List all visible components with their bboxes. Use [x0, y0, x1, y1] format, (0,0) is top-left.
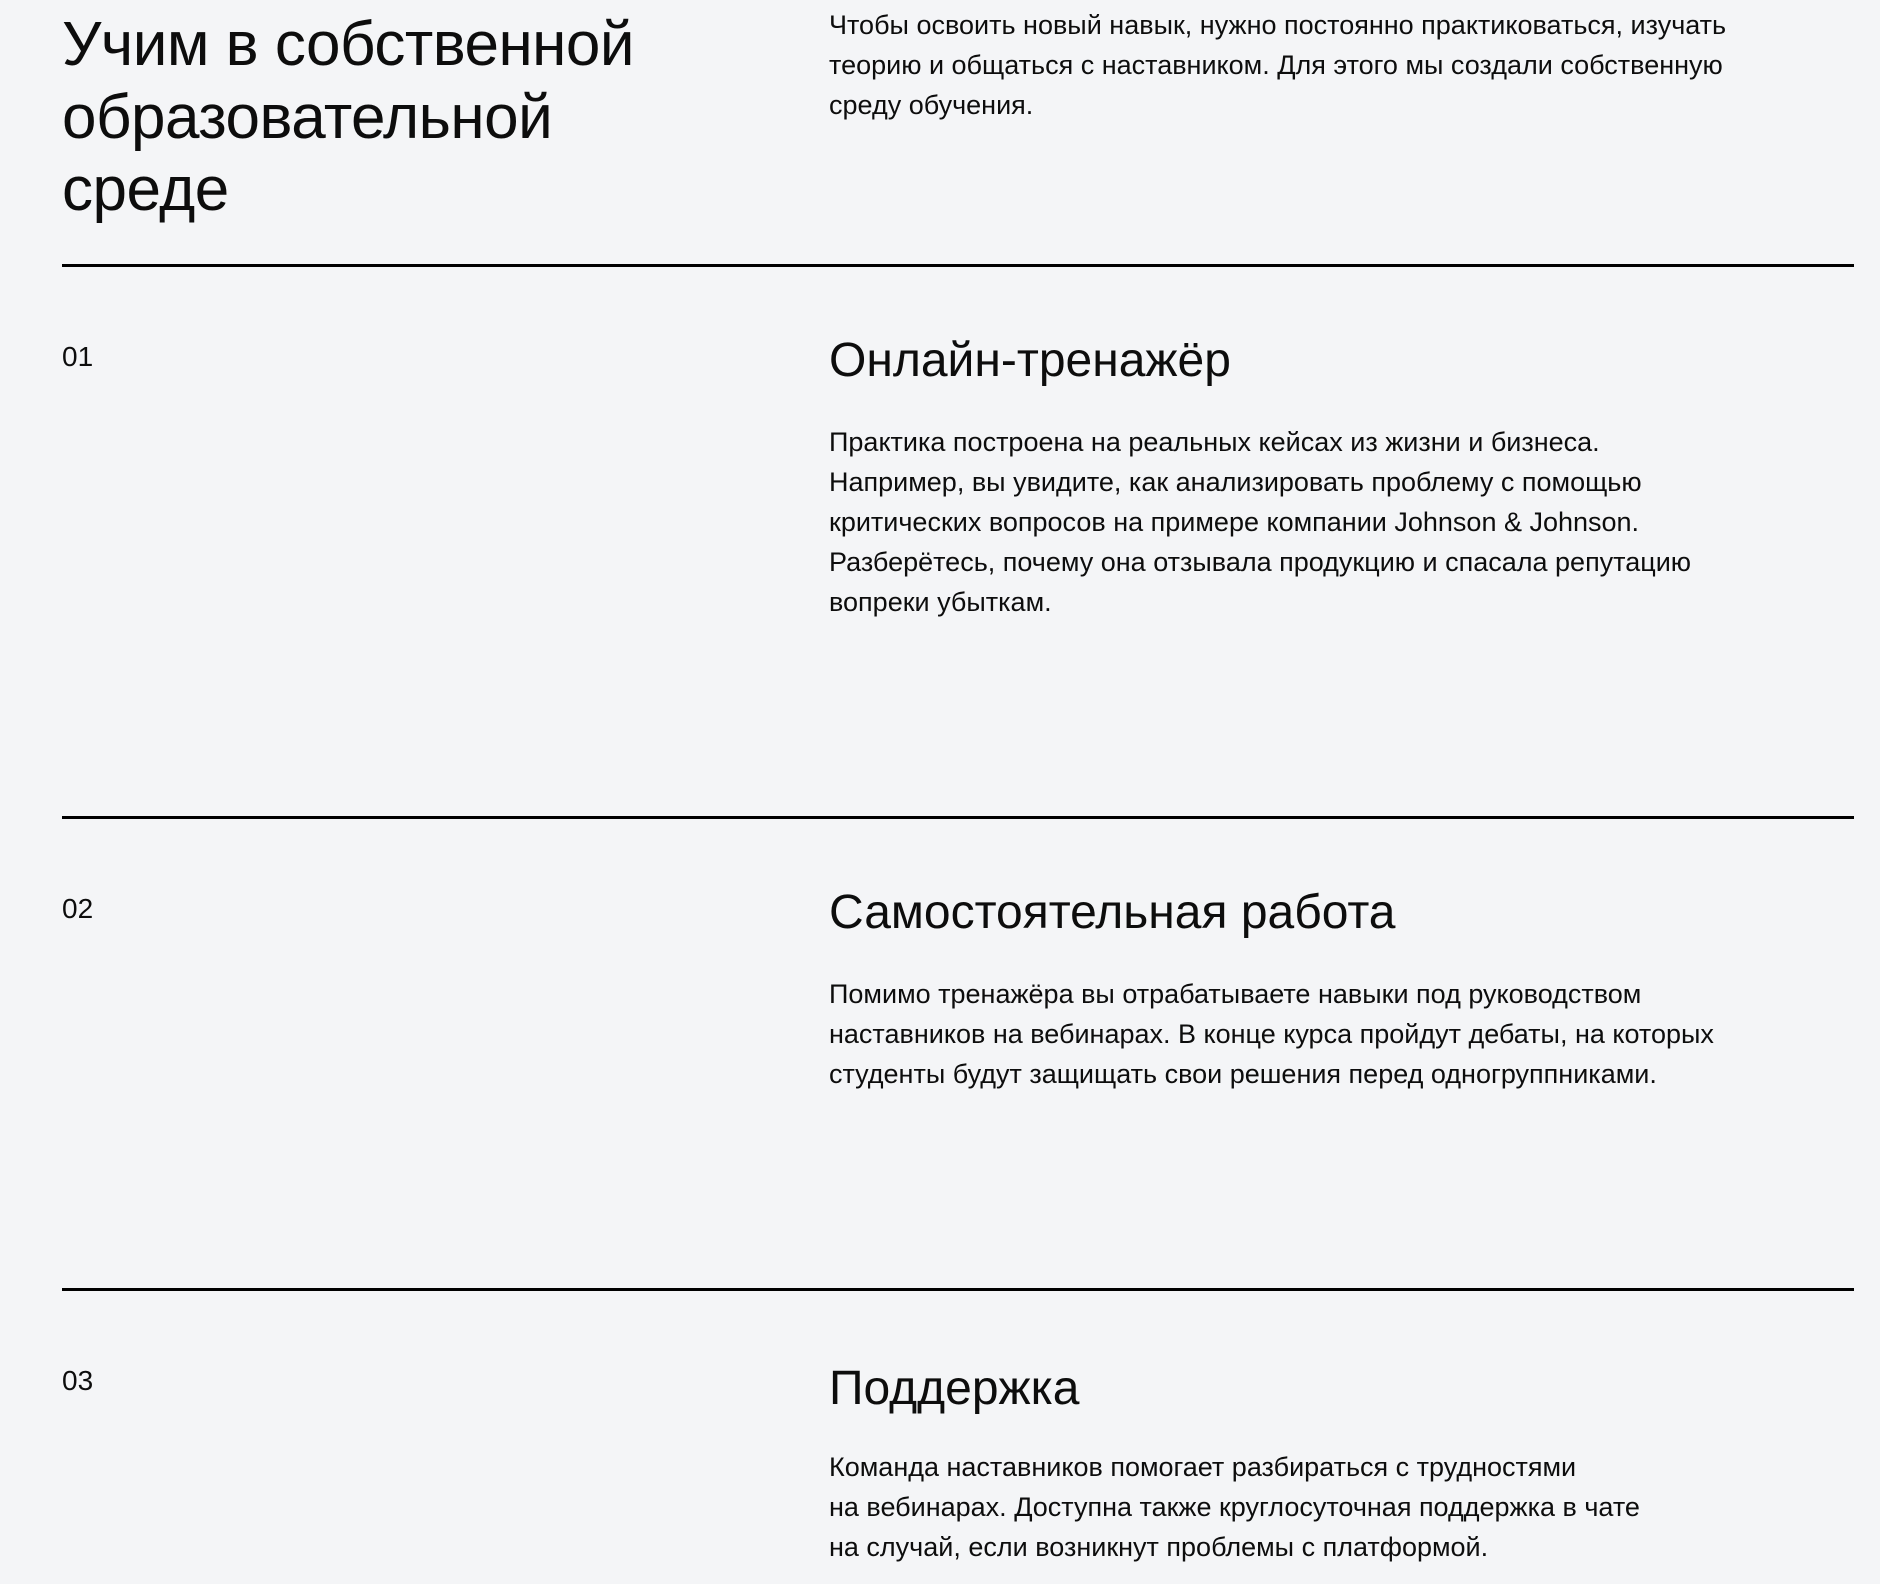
description-line: на вебинарах. Доступна также круглосуточная поддержка в чате [829, 1492, 1640, 1522]
section-headline [62, 9, 782, 227]
feature-title: Онлайн-тренажёр [829, 334, 1231, 387]
divider-line [62, 1288, 1854, 1291]
description-line: вопреки убыткам. [829, 587, 1052, 617]
feature-title: Поддержка [829, 1362, 1080, 1415]
description-line: Например, вы увидите, как анализировать проблему с помощью [829, 467, 1642, 497]
description-line: Помимо тренажёра вы отрабатываете навыки под руководством [829, 979, 1642, 1009]
description-line: наставников на вебинарах. В конце курса пройдут дебаты, на которых [829, 1019, 1714, 1049]
description-line: Практика построена на реальных кейсах из жизни и бизнеса. [829, 427, 1600, 457]
headline-line: образовательной [62, 82, 553, 152]
intro-line: среду обучения. [829, 90, 1034, 120]
divider-line [62, 264, 1854, 267]
feature-description [829, 422, 1859, 622]
feature-title: Самостоятельная работа [829, 886, 1396, 939]
description-line: студенты будут защищать свои решения перед одногруппниками. [829, 1059, 1657, 1089]
intro-line: Чтобы освоить новый навык, нужно постоянно практиковаться, изучать [829, 10, 1727, 40]
headline-line: среде [62, 155, 229, 224]
intro-block [0, 0, 1880, 264]
description-line: на случай, если возникнут проблемы с платформой. [829, 1532, 1489, 1562]
feature-description [829, 974, 1859, 1094]
feature-number: 01 [62, 341, 94, 372]
description-line: Разберётесь, почему она отзывала продукцию и спасала репутацию [829, 547, 1692, 577]
divider-line [62, 816, 1854, 819]
intro-line: теорию и общаться с наставником. Для этого мы создали собственную [829, 50, 1723, 80]
feature-number: 03 [62, 1365, 94, 1396]
description-line: Команда наставников помогает разбираться с трудностями [829, 1452, 1577, 1482]
description-line: критических вопросов на примере компании Johnson & Johnson. [829, 507, 1640, 537]
feature-number: 02 [62, 893, 94, 924]
feature-description [829, 1447, 1859, 1567]
headline-line: Учим в собственной [62, 10, 635, 79]
intro-paragraph [829, 5, 1859, 125]
